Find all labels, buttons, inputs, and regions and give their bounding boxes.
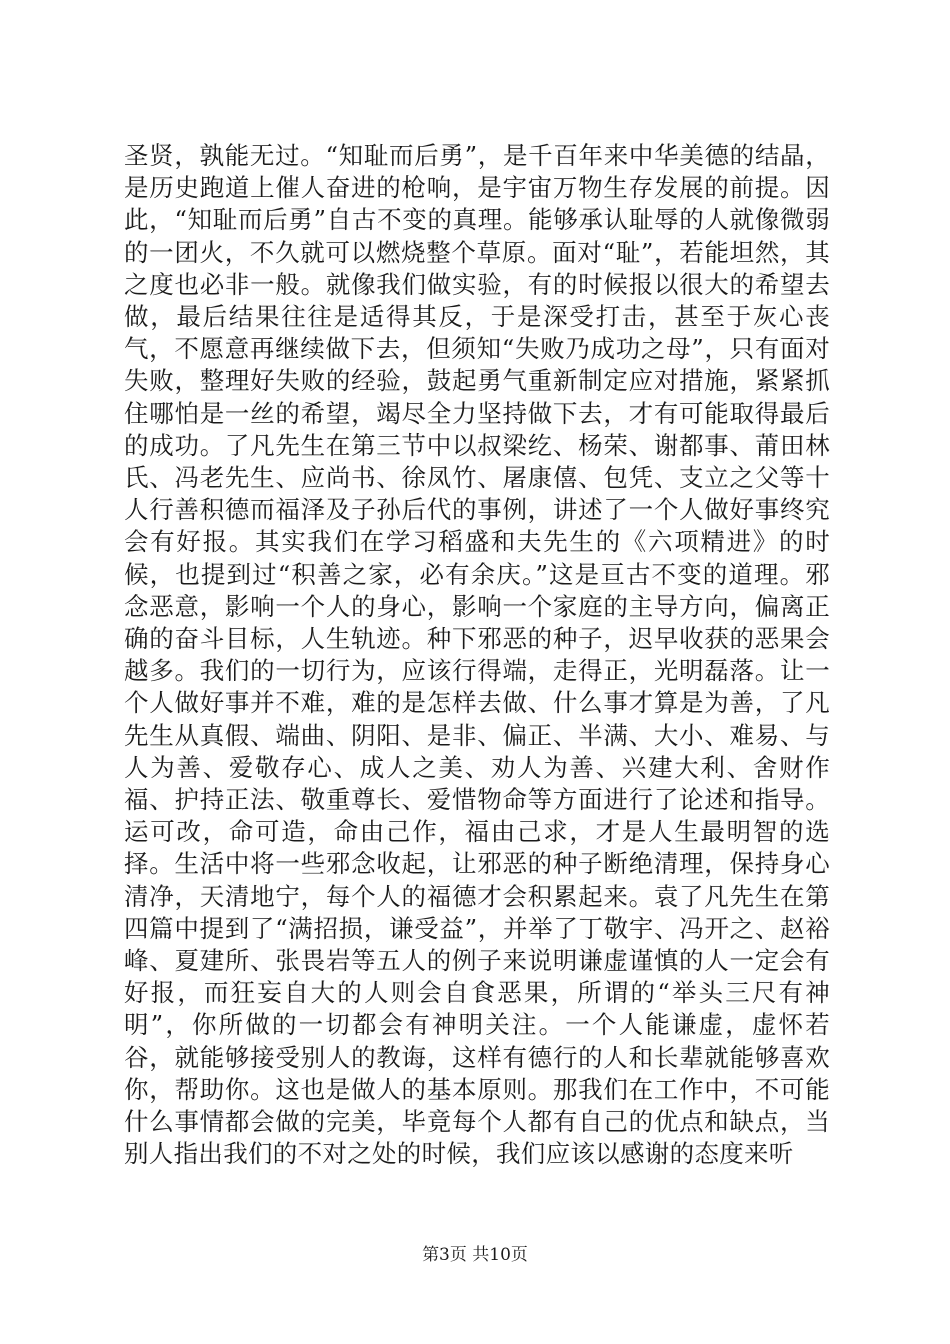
page-number-footer: 第3页 共10页 [422,1245,528,1265]
body-paragraph: 圣贤，孰能无过。“知耻而后勇”，是千百年来中华美德的结晶，是历史跑道上催人奋进的枪响，是宇宙万物生存发展的前提。因此，“知耻而后勇”自古不变的真理。能够承认耻辱的人就像微弱的一团火，不久就可以燃烧整个草原。面对“耻”，若能坦然，其之度也必非一般。就像我们做实验，有的时候报以很大的希望去做，最后结果往往是适得其反，于是深受打击，甚至于灰心丧气，不愿意再继续做下去，但须知“失败乃成功之母”，只有面对失败，整理好失败的经验，鼓起勇气重新制定应对措施，紧紧抓住哪怕是一丝的希望，竭尽全力坚持做下去，才有可能取得最后的成功。了凡先生在第三节中以叔梁纥、杨荣、谢都事、莆田林氏、冯老先生、应尚书、徐凤竹、屠康僖、包凭、支立之父等十人行善积德而福泽及子孙后代的事例，讲述了一个人做好事终究会有好报。其实我们在学习稻盛和夫先生的《六项精进》的时候，也提到过“积善之家，必有余庆。”这是亘古不变的道理。邪念恶意，影响一个人的身心，影响一个家庭的主导方向，偏离正确的奋斗目标，人生轨迹。种下邪恶的种子，迟早收获的恶果会越多。我们的一切行为，应该行得端，走得正，光明磊落。让一个人做好事并不难，难的是怎样去做、什么事才算是为善，了凡先生从真假、端曲、阴阳、是非、偏正、半满、大小、难易、与人为善、爱敬存心、成人之美、劝人为善、兴建大利、舍财作福、护持正法、敬重尊长、爱惜物命等方面进行了论述和指导。运可改，命可造，命由己作，福由己求，才是人生最明智的选择。生活中将一些邪念收起，让邪恶的种子断绝清理，保持身心清净，天清地宁，每个人的福德才会积累起来。袁了凡先生在第四篇中提到了“满招损，谦受益”，并举了丁敬宇、冯开之、赵裕峰、夏建所、张畏岩等五人的例子来说明谦虚谨慎的人一定会有好报，而狂妄自大的人则会自食恶果，所谓的“举头三尺有神明”，你所做的一切都会有神明关注。一个人能谦虚，虚怀若谷，就能够接受别人的教诲，这样有德行的人和长辈就能够喜欢你，帮助你。这也是做人的基本原则。那我们在工作中，不可能什么事情都会做的完美，毕竟每个人都有自己的优点和缺点，当别人指出我们的不对之处的时候，我们应该以感谢的态度来听 [124,141,830,1169]
